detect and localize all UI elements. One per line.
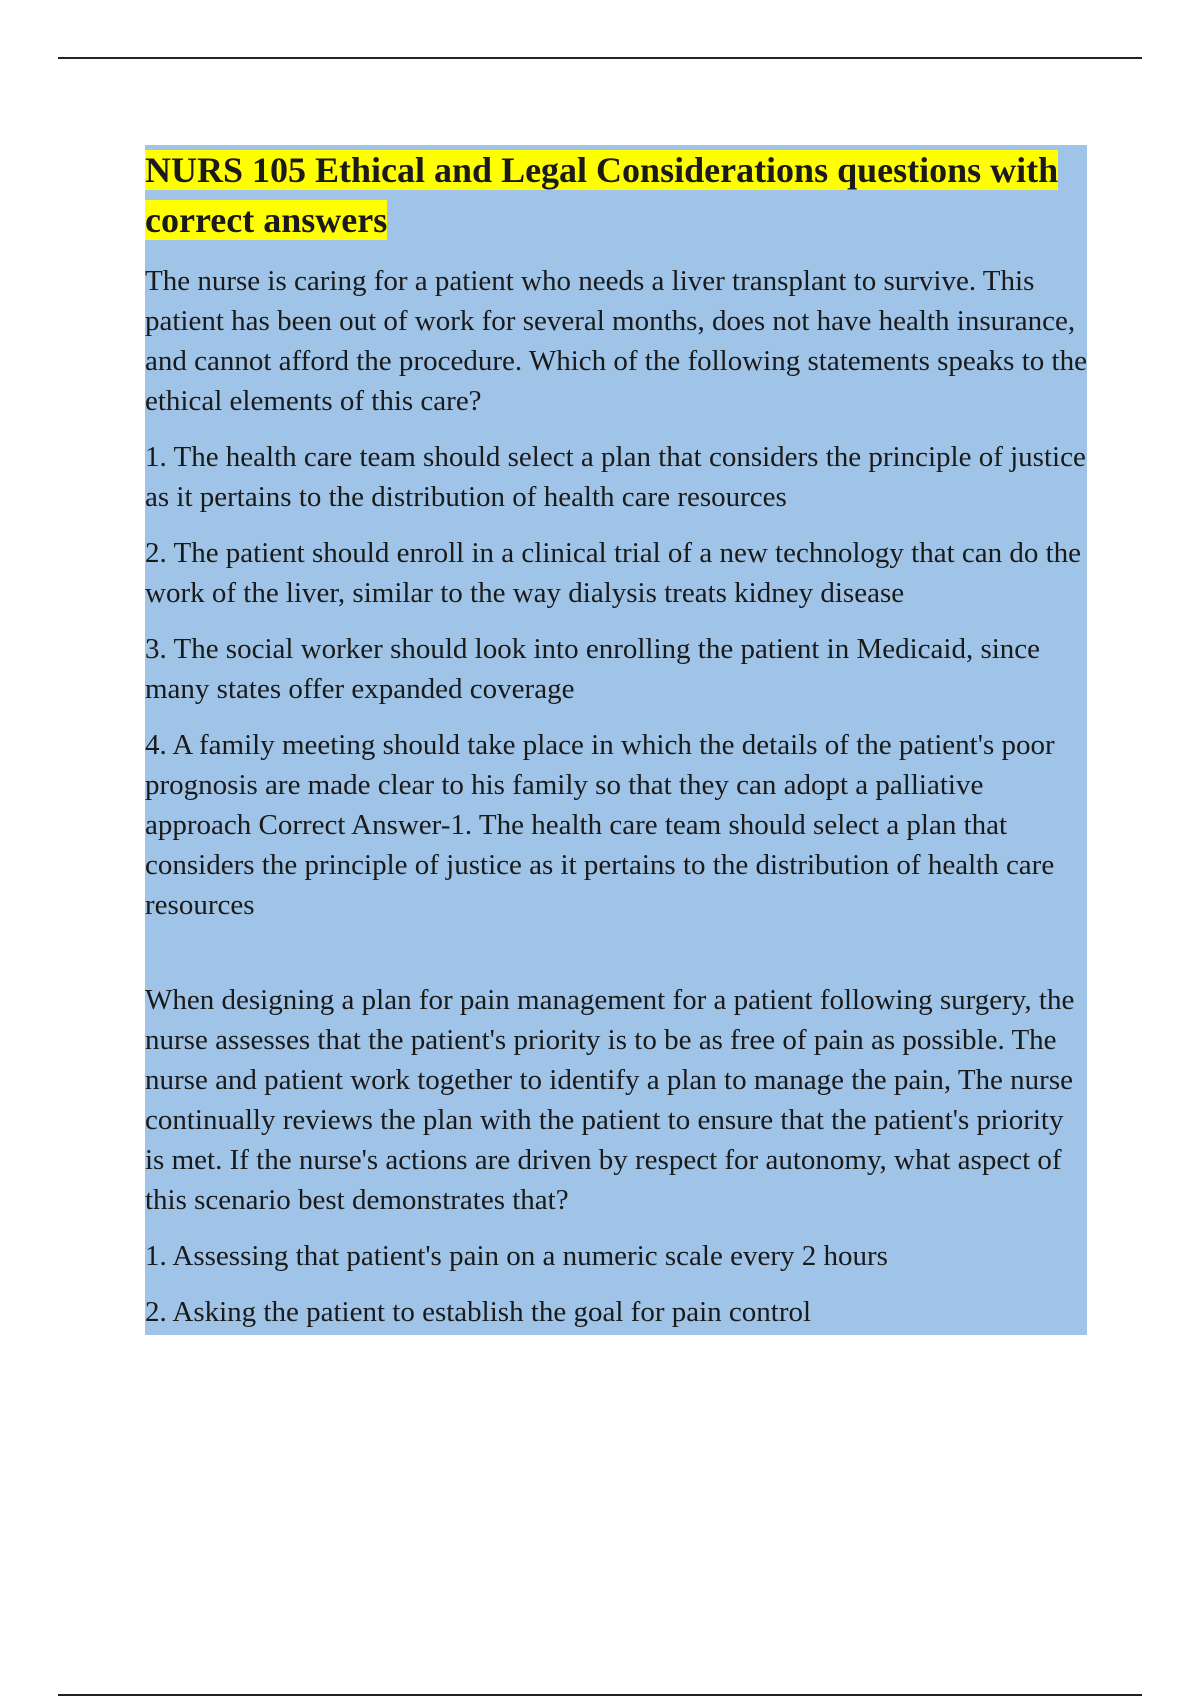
question-2-stem: When designing a plan for pain management for a patient following surgery, the nurse assesses that the patient's priority is to be as free of pain as possible. The nurse and patient work together to identify a plan to manage the pain, The nurse continually reviews the plan with the patient to ensure that the patient's priority is met. If the nurse's actions are driven by respect for autonomy, what aspect of this scenario best demonstrates that? bbox=[145, 984, 1075, 1216]
question-1-option-1: 1. The health care team should select a plan that considers the principle of justice as it pertains to the distribution of health care resources bbox=[145, 441, 1086, 513]
document-body bbox=[145, 145, 1087, 1335]
header-rule bbox=[58, 57, 1142, 59]
question-2-option-2: 2. Asking the patient to establish the goal for pain control bbox=[145, 1296, 812, 1328]
question-1-stem: The nurse is caring for a patient who needs a liver transplant to survive. This patient has been out of work for several months, does not have health insurance, and cannot afford the procedure. Which of the following statements speaks to the ethical elements of this care? bbox=[145, 265, 1087, 417]
title-highlight: NURS 105 Ethical and Legal Considerations questions with correct answers bbox=[145, 150, 1059, 240]
question-1-option-4: 4. A family meeting should take place in which the details of the patient's poor prognosis are made clear to his family so that they can adopt a palliative approach Correct Answer-1. The health care team should select a plan that considers the principle of justice as it pertains to the distribution of health care resources bbox=[145, 729, 1055, 921]
question-spacer bbox=[145, 925, 1087, 980]
question-1-option-2: 2. The patient should enroll in a clinical trial of a new technology that can do the work of the liver, similar to the way dialysis treats kidney disease bbox=[145, 537, 1082, 609]
question-2-option-1: 1. Assessing that patient's pain on a numeric scale every 2 hours bbox=[145, 1240, 888, 1272]
document-title bbox=[145, 145, 1087, 247]
footer-rule bbox=[58, 1694, 1142, 1696]
question-1-option-3: 3. The social worker should look into enrolling the patient in Medicaid, since many states offer expanded coverage bbox=[145, 633, 1041, 705]
